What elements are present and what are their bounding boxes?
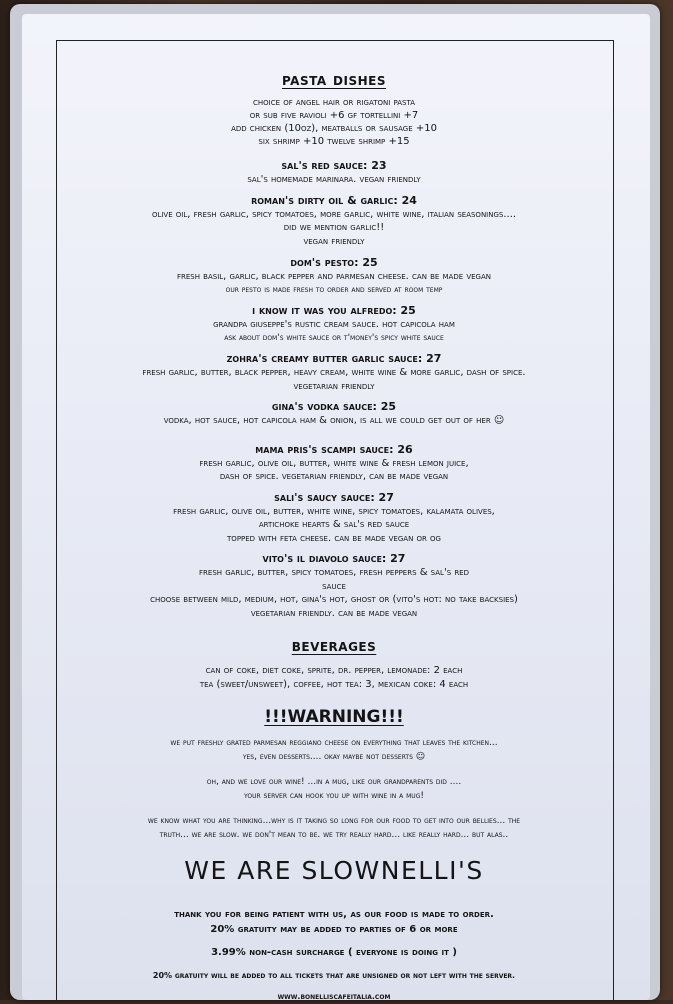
dish-description: sauce <box>322 580 346 592</box>
dish-description: did we mention garlic!! <box>283 222 385 233</box>
dish-description: olive oil, fresh garlic, spicy tomatoes, more garlic, white wine, italian seasonings.... <box>151 208 517 220</box>
dish-description: fresh garlic, butter, spicy tomatoes, fresh peppers & sal's red <box>199 567 469 578</box>
intro-line: or sub five ravioli +6 gf tortellini +7 <box>249 110 419 121</box>
dish-name: sali's saucy sauce: 27 <box>274 490 394 504</box>
warning-line: yes, even desserts.... okay maybe not desserts ☺ <box>242 751 426 762</box>
dish-vitos-diavolo <box>56 551 612 620</box>
dish-description: ask about dom's white sauce or t'money's spicy white sauce <box>224 332 444 343</box>
warning-line: oh, and we love our wine! ...in a mug, like our grandparents did .... <box>206 777 462 787</box>
warning-parmesan <box>56 737 612 764</box>
footer-website: www.bonelliscafeitalia.com <box>277 992 391 1001</box>
pasta-intro <box>56 96 612 148</box>
dish-name: zohra's creamy butter garlic sauce: 27 <box>226 352 442 365</box>
intro-line: choice of angel hair or rigatoni pasta <box>253 97 415 108</box>
warning-line: we know what you are thinking...why is it taking so long for our food to get into our bellies... the <box>147 816 521 826</box>
dish-description: choose between mild, medium, hot, gina's hot, ghost or (vito's hot: no take backsies) <box>150 594 518 605</box>
warning-line: we put freshly grated parmesan reggiano cheese on everything that leaves the kitchen... <box>170 738 498 748</box>
beverages-list <box>56 664 612 691</box>
dish-description: vegetarian friendly <box>293 380 375 392</box>
menu-content <box>56 40 612 1000</box>
footer-tickets: 20% gratuity will be added to all tickets that are unsigned or not left with the server. <box>152 971 516 980</box>
beverage-line: tea (sweet/unsweet), coffee, hot tea: 3, mexican coke: 4 each <box>199 678 469 690</box>
beverage-line: can of coke, diet coke, sprite, dr. pepper, lemonade: 2 each <box>205 665 463 676</box>
dish-sals-red-sauce <box>56 158 612 187</box>
dish-description: fresh garlic, olive oil, butter, white wine, spicy tomatoes, kalamata olives, <box>173 505 495 517</box>
dish-mama-pris-scampi <box>56 442 612 484</box>
footer-thanks: thank you for being patient with us, as our food is made to order. <box>174 909 494 920</box>
footer-surcharge: 3.99% non-cash surcharge ( everyone is doing it ) <box>211 947 457 958</box>
dish-description: vodka, hot sauce, hot capicola ham & onion, is all we could get out of her ☺ <box>163 415 505 426</box>
intro-line: six shrimp +10 twelve shrimp +15 <box>258 136 410 147</box>
warning-line: your server can hook you up with wine in a mug! <box>244 790 424 801</box>
dish-description: sal's homemade marinara. vegan friendly <box>247 174 421 185</box>
dish-description: grandpa giuseppe's rustic cream sauce. hot capicola ham <box>213 319 455 330</box>
dish-alfredo <box>56 303 612 345</box>
slogan: WE ARE SLOWNELLI'S <box>184 856 484 885</box>
dish-description: fresh basil, garlic, black pepper and parmesan cheese. can be made vegan <box>176 271 492 282</box>
dish-description: our pesto is made fresh to order and served at room temp <box>225 284 443 295</box>
dish-name: dom's pesto: 25 <box>290 256 378 269</box>
intro-line: add chicken (10oz), meatballs or sausage +10 <box>231 123 437 134</box>
dish-zohras-butter-garlic <box>56 351 612 393</box>
dish-description: fresh garlic, olive oil, butter, white wine & fresh lemon juice, <box>199 457 469 469</box>
dish-name: vito's il diavolo sauce: 27 <box>262 552 406 565</box>
warning-slow <box>56 815 612 842</box>
dish-name: gina's vodka sauce: 25 <box>271 400 397 413</box>
footer <box>56 907 612 1004</box>
dish-name: i know it was you alfredo: 25 <box>252 304 416 317</box>
dish-name: mama pris's scampi sauce: 26 <box>255 442 413 456</box>
warning-wine <box>56 776 612 803</box>
dish-description: dash of spice. vegetarian friendly, can be made vegan <box>219 471 449 482</box>
dish-doms-pesto <box>56 255 612 297</box>
dish-description: topped with feta cheese. can be made vegan or og <box>227 532 441 544</box>
dish-description: vegan friendly <box>303 235 365 247</box>
footer-gratuity: 20% gratuity may be added to parties of 6 or more <box>210 924 458 935</box>
dish-description: fresh garlic, butter, black pepper, heavy cream, white wine & more garlic, dash of spice. <box>142 367 526 378</box>
dish-ginas-vodka <box>56 399 612 428</box>
dish-description: artichoke hearts & sal's red sauce <box>258 519 410 530</box>
dish-romans-dirty-oil <box>56 193 612 249</box>
dish-description: vegetarian friendly. can be made vegan <box>250 607 418 619</box>
warning-title: !!!WARNING!!! <box>264 707 404 727</box>
warning-line: truth... we are slow. we don't mean to be. we try really hard... like really hard... but alas.. <box>159 829 509 840</box>
section-title-beverages: beverages <box>291 636 377 656</box>
dish-salis-saucy <box>56 490 612 546</box>
dish-name: roman's dirty oil & garlic: 24 <box>251 193 417 207</box>
section-title-pasta: pasta dishes <box>281 70 387 90</box>
dish-name: sal's red sauce: 23 <box>281 159 387 172</box>
